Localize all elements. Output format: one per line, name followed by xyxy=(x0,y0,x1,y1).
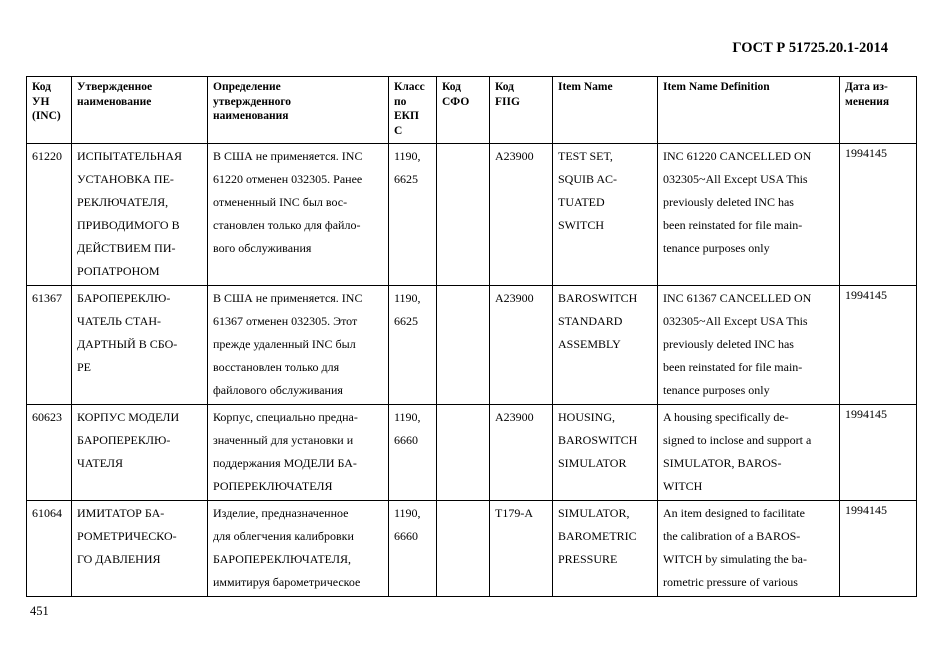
cell-text: 60623 xyxy=(32,410,62,424)
page-number: 451 xyxy=(30,604,49,618)
cell-text-line: signed to inclose and support a xyxy=(663,433,812,447)
header-text-line: Item Name Definition xyxy=(663,81,770,93)
table-row xyxy=(27,144,917,286)
cell-text-line: TEST SET, xyxy=(558,149,613,163)
cell-text-line: БАРОПЕРЕКЛЮЧАТЕЛЯ, xyxy=(213,552,351,566)
cell-text-line: КОРПУС МОДЕЛИ xyxy=(77,410,180,424)
cell-text-line: previously deleted INC has xyxy=(663,195,794,209)
cell-change-date xyxy=(840,405,917,501)
header-text-line: Определение xyxy=(213,81,281,93)
cell-text-line: WITCH xyxy=(663,479,703,493)
cell-text: 61220 xyxy=(32,149,62,163)
cell-item-name-definition xyxy=(658,501,840,597)
header-sfo xyxy=(437,77,490,144)
header-text-line: Item Name xyxy=(558,81,613,93)
cell-sfo xyxy=(437,405,490,501)
cell-item-name xyxy=(553,286,658,405)
cell-change-date xyxy=(840,286,917,405)
header-text-line: СФО xyxy=(442,95,470,108)
cell-text-line: ЧАТЕЛЬ СТАН- xyxy=(77,314,162,328)
cell-text-line: INC 61220 CANCELLED ON xyxy=(663,149,812,163)
cell-text: 1994145 xyxy=(845,146,887,160)
cell-text-line: tenance purposes only xyxy=(663,383,770,397)
cell-text-line: An item designed to facilitate xyxy=(663,506,805,520)
cell-inc xyxy=(27,501,72,597)
cell-text-line: 1190, xyxy=(394,410,421,424)
cell-fiig xyxy=(490,501,553,597)
cell-text-line: BAROMETRIC xyxy=(558,529,637,543)
cell-text-line: 1190, xyxy=(394,291,421,305)
table-row xyxy=(27,286,917,405)
header-item-name xyxy=(553,77,658,144)
cell-text-line: A housing specifically de- xyxy=(663,410,789,424)
cell-text-line: ДАРТНЫЙ В СБО- xyxy=(77,337,178,351)
cell-sfo xyxy=(437,286,490,405)
cell-definition xyxy=(208,286,389,405)
header-text-line: по xyxy=(394,95,407,108)
cell-text-line: SIMULATOR xyxy=(558,456,627,470)
cell-text-line: УСТАНОВКА ПЕ- xyxy=(77,172,174,186)
cell-text-line: HOUSING, xyxy=(558,410,615,424)
cell-approved-name xyxy=(72,405,208,501)
cell-text-line: 1190, xyxy=(394,149,421,163)
cell-text-line: SWITCH xyxy=(558,218,604,232)
cell-definition xyxy=(208,501,389,597)
cell-text-line: ДЕЙСТВИЕМ ПИ- xyxy=(77,241,176,255)
cell-text-line: Изделие, предназначенное xyxy=(213,506,349,520)
cell-text-line: ГО ДАВЛЕНИЯ xyxy=(77,552,161,566)
cell-text-line: вого обслуживания xyxy=(213,241,312,255)
cell-text-line: РОПЕРЕКЛЮЧАТЕЛЯ xyxy=(213,479,333,493)
cell-definition xyxy=(208,144,389,286)
cell-text-line: восстановлен только для xyxy=(213,360,340,374)
header-text-line: Утвержденное xyxy=(77,81,153,93)
cell-inc xyxy=(27,405,72,501)
cell-text-line: поддержания МОДЕЛИ БА- xyxy=(213,456,357,470)
table-row xyxy=(27,405,917,501)
cell-text-line: rometric pressure of various xyxy=(663,575,798,589)
cell-approved-name xyxy=(72,286,208,405)
cell-text-line: previously deleted INC has xyxy=(663,337,794,351)
cell-sfo xyxy=(437,501,490,597)
header-text-line: наименование xyxy=(77,95,152,108)
cell-class xyxy=(389,405,437,501)
cell-fiig xyxy=(490,405,553,501)
cell-inc xyxy=(27,144,72,286)
cell-text-line: файлового обслуживания xyxy=(213,383,343,397)
cell-text-line: 6625 xyxy=(394,172,418,186)
cell-text: 1994145 xyxy=(845,407,887,421)
cell-item-name-definition xyxy=(658,405,840,501)
cell-sfo xyxy=(437,144,490,286)
cell-text-line: отмененный INC был вос- xyxy=(213,195,348,209)
header-item-name-definition xyxy=(658,77,840,144)
cell-text-line: 6660 xyxy=(394,433,418,447)
cell-text-line: SIMULATOR, BAROS- xyxy=(663,456,782,470)
cell-fiig xyxy=(490,286,553,405)
header-text-line: FIIG xyxy=(495,95,520,108)
cell-text-line: БАРОПЕРЕКЛЮ- xyxy=(77,433,171,447)
cell-text-line: РЕКЛЮЧАТЕЛЯ, xyxy=(77,195,169,209)
cell-class xyxy=(389,501,437,597)
cell-text-line: РОПАТРОНОМ xyxy=(77,264,160,278)
cell-text-line: been reinstated for file main- xyxy=(663,360,803,374)
cell-text-line: tenance purposes only xyxy=(663,241,770,255)
cell-text: A23900 xyxy=(495,291,534,305)
table-row xyxy=(27,501,917,597)
cell-text: T179-A xyxy=(495,506,533,520)
cell-text: 1994145 xyxy=(845,503,887,517)
cell-text-line: SIMULATOR, xyxy=(558,506,630,520)
header-text-line: Дата из- xyxy=(845,81,888,93)
cell-change-date xyxy=(840,501,917,597)
header-text-line: С xyxy=(394,124,403,137)
cell-text-line: BAROSWITCH xyxy=(558,433,638,447)
header-text-line: Код xyxy=(442,81,462,93)
cell-text-line: been reinstated for file main- xyxy=(663,218,803,232)
cell-text-line: 1190, xyxy=(394,506,421,520)
inc-table xyxy=(26,76,917,597)
header-text-line: Код xyxy=(495,81,515,93)
cell-text: 61064 xyxy=(32,506,62,520)
cell-text: 61367 xyxy=(32,291,62,305)
cell-text-line: 6660 xyxy=(394,529,418,543)
cell-text-line: БАРОПЕРЕКЛЮ- xyxy=(77,291,171,305)
cell-text-line: РОМЕТРИЧЕСКО- xyxy=(77,529,177,543)
cell-text-line: TUATED xyxy=(558,195,605,209)
cell-text-line: становлен только для файло- xyxy=(213,218,361,232)
cell-text-line: Корпус, специально предна- xyxy=(213,410,358,424)
cell-text-line: В США не применяется. INC xyxy=(213,149,363,163)
header-class xyxy=(389,77,437,144)
cell-text-line: ASSEMBLY xyxy=(558,337,621,351)
cell-fiig xyxy=(490,144,553,286)
document-standard-header: ГОСТ Р 51725.20.1-2014 xyxy=(732,40,888,56)
header-text-line: (INC) xyxy=(32,110,61,122)
cell-text: 1994145 xyxy=(845,288,887,302)
cell-text-line: прежде удаленный INC был xyxy=(213,337,356,351)
header-fiig xyxy=(490,77,553,144)
cell-text-line: 6625 xyxy=(394,314,418,328)
cell-approved-name xyxy=(72,501,208,597)
cell-text-line: значенный для установки и xyxy=(213,433,354,447)
cell-class xyxy=(389,286,437,405)
cell-item-name-definition xyxy=(658,144,840,286)
cell-text: A23900 xyxy=(495,410,534,424)
cell-text-line: 61220 отменен 032305. Ранее xyxy=(213,172,363,186)
cell-text-line: WITCH by simulating the ba- xyxy=(663,552,807,566)
cell-approved-name xyxy=(72,144,208,286)
header-text-line: менения xyxy=(845,95,890,108)
cell-text-line: ПРИВОДИМОГО В xyxy=(77,218,180,232)
header-inc xyxy=(27,77,72,144)
cell-text-line: 032305~All Except USA This xyxy=(663,314,808,328)
header-text-line: ЕКП xyxy=(394,110,419,122)
cell-text-line: BAROSWITCH xyxy=(558,291,638,305)
header-approved-name xyxy=(72,77,208,144)
cell-definition xyxy=(208,405,389,501)
table-header-row xyxy=(27,77,917,144)
cell-text-line: иммитируя барометрическое xyxy=(213,575,361,589)
cell-change-date xyxy=(840,144,917,286)
cell-text-line: ЧАТЕЛЯ xyxy=(77,456,124,470)
cell-item-name xyxy=(553,144,658,286)
header-text-line: утвержденного xyxy=(213,95,292,108)
header-text-line: УН xyxy=(32,95,50,108)
cell-text-line: 032305~All Except USA This xyxy=(663,172,808,186)
cell-text-line: the calibration of a BAROS- xyxy=(663,529,801,543)
cell-text-line: PRESSURE xyxy=(558,552,618,566)
cell-text-line: ИСПЫТАТЕЛЬНАЯ xyxy=(77,149,183,163)
cell-item-name-definition xyxy=(658,286,840,405)
cell-text-line: для облегчения калибровки xyxy=(213,529,354,543)
header-definition xyxy=(208,77,389,144)
header-text-line: наименования xyxy=(213,110,289,122)
cell-item-name xyxy=(553,405,658,501)
cell-class xyxy=(389,144,437,286)
cell-text-line: SQUIB AC- xyxy=(558,172,618,186)
cell-text-line: РЕ xyxy=(77,360,92,374)
header-change-date xyxy=(840,77,917,144)
cell-text-line: В США не применяется. INC xyxy=(213,291,363,305)
header-text-line: Код xyxy=(32,81,52,93)
cell-text-line: INC 61367 CANCELLED ON xyxy=(663,291,812,305)
cell-item-name xyxy=(553,501,658,597)
cell-text: A23900 xyxy=(495,149,534,163)
cell-text-line: STANDARD xyxy=(558,314,623,328)
cell-text-line: 61367 отменен 032305. Этот xyxy=(213,314,358,328)
header-text-line: Класс xyxy=(394,81,425,93)
cell-inc xyxy=(27,286,72,405)
cell-text-line: ИМИТАТОР БА- xyxy=(77,506,165,520)
